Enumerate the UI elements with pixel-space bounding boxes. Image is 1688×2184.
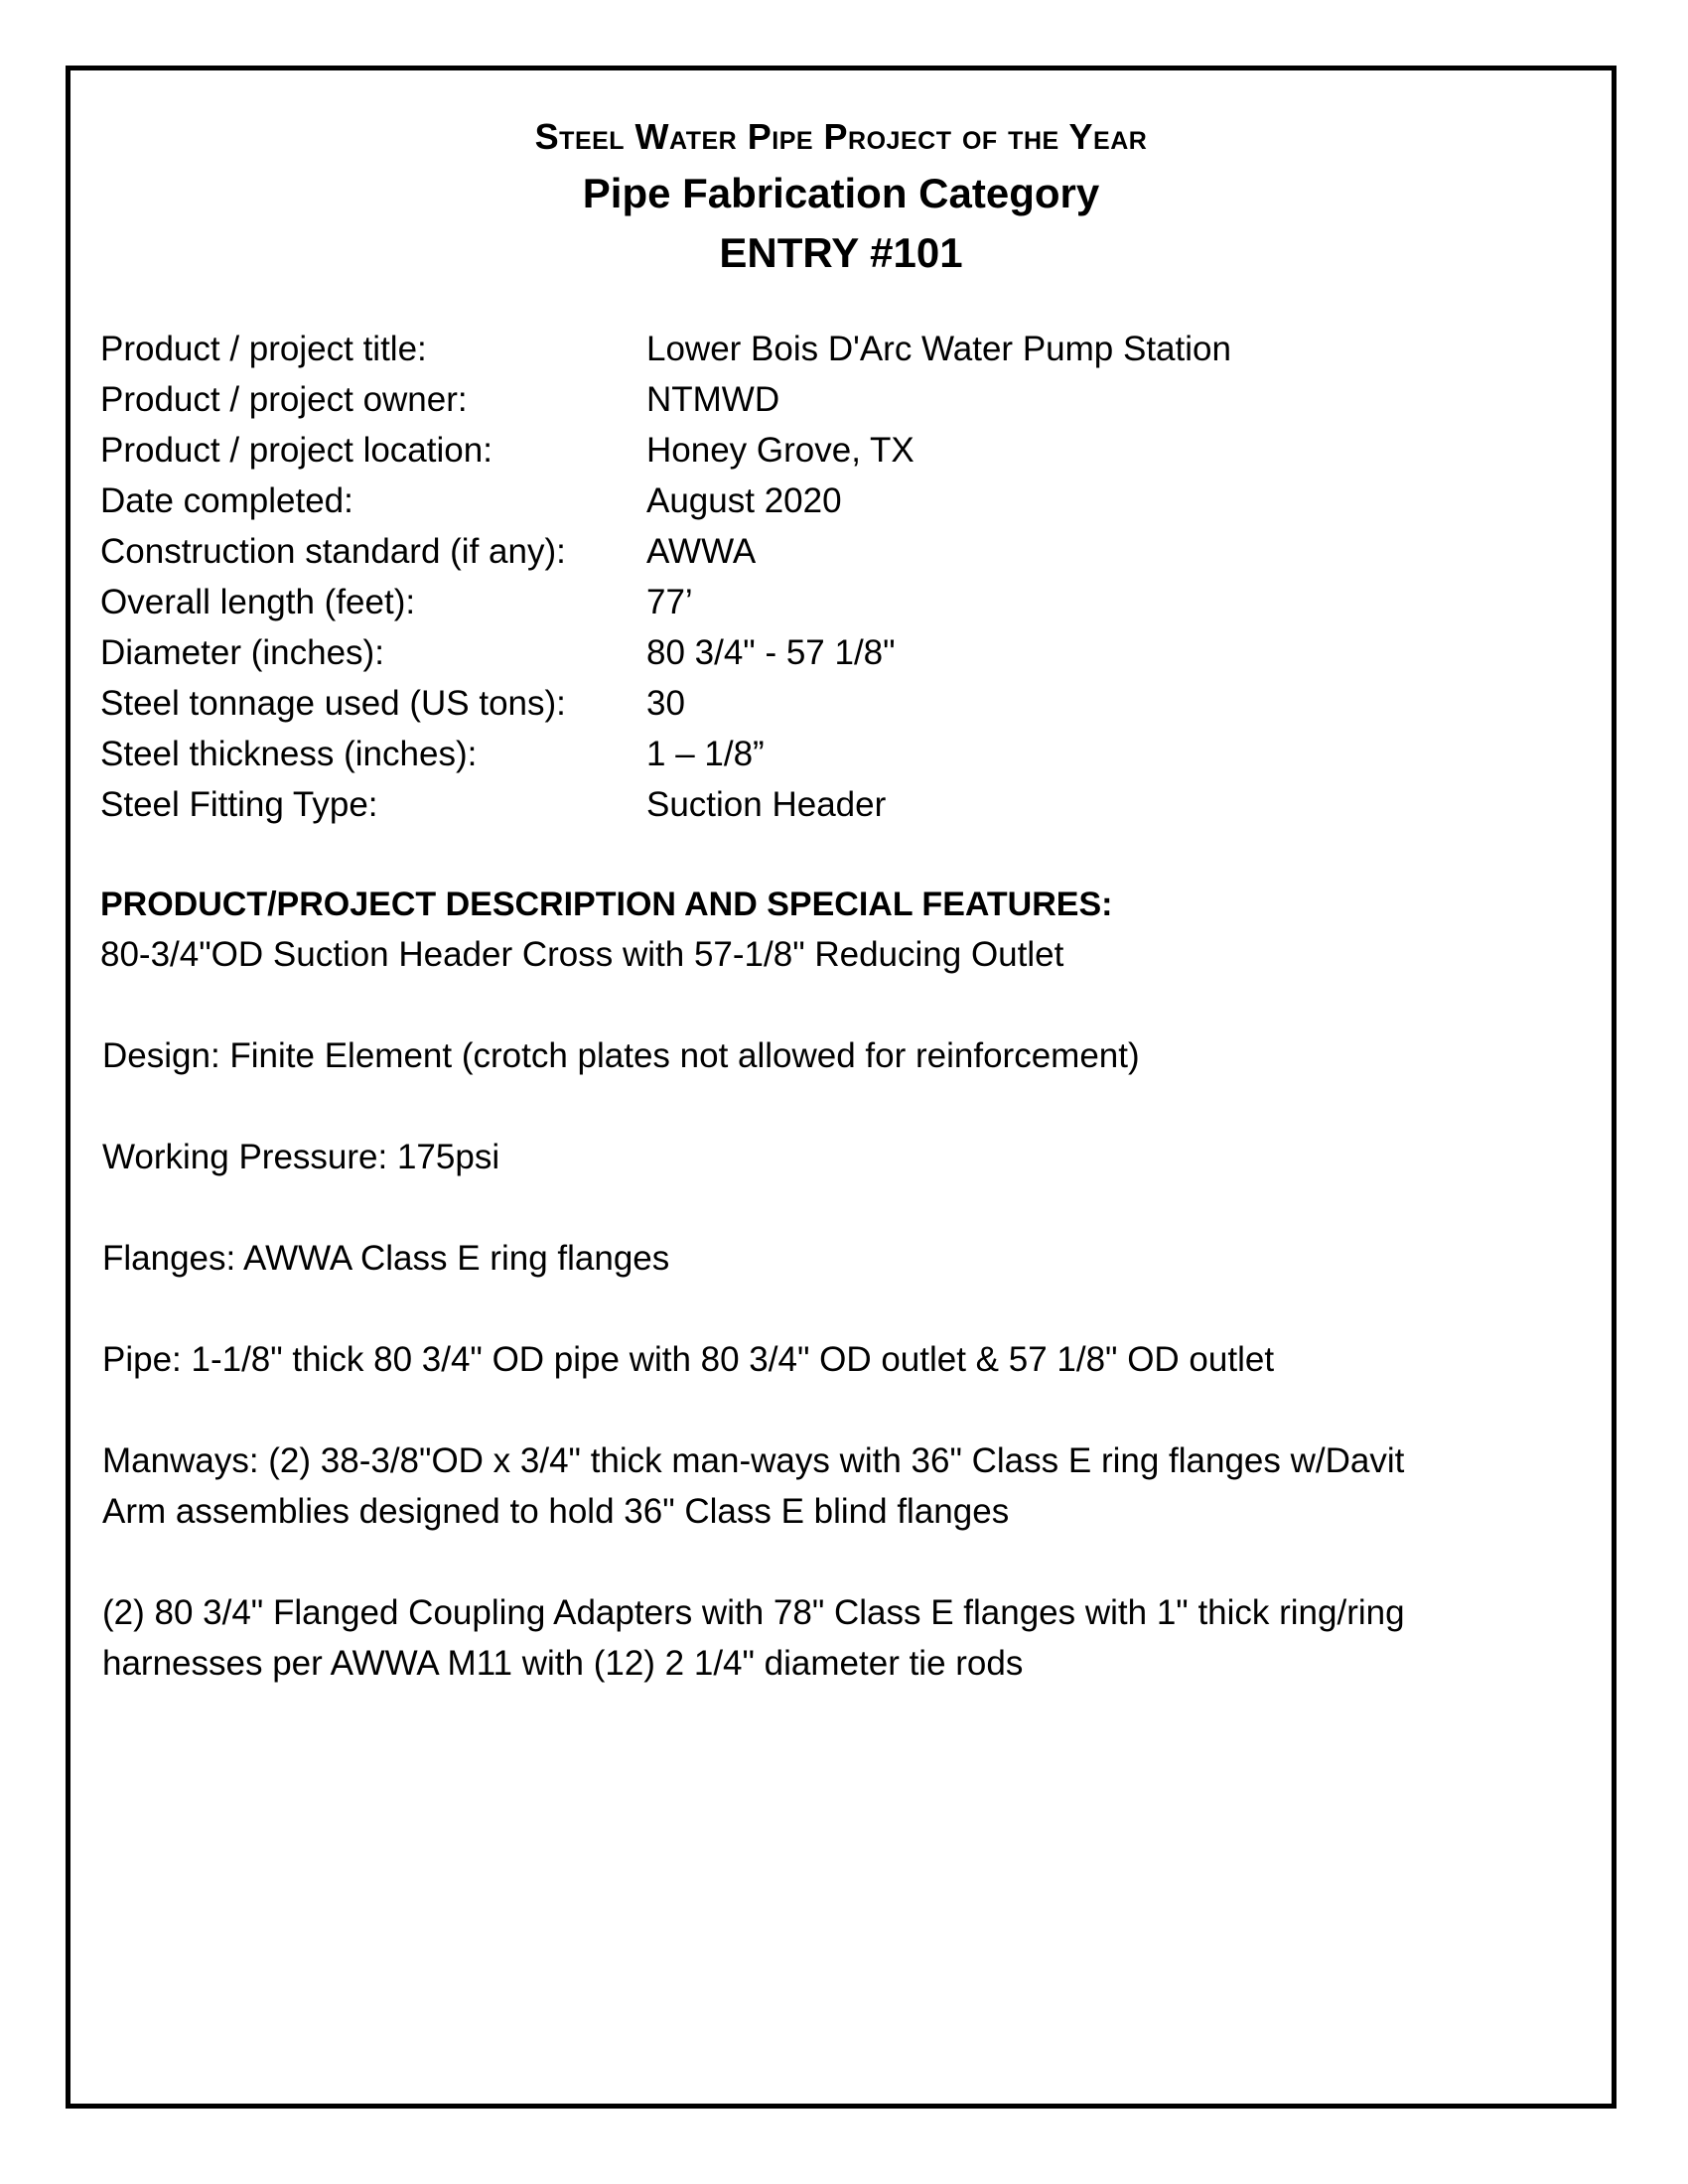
description-heading: PRODUCT/PROJECT DESCRIPTION AND SPECIAL FEATURES: <box>100 886 1113 923</box>
detail-label: Diameter (inches): <box>100 633 384 672</box>
detail-label: Construction standard (if any): <box>100 532 566 571</box>
description-paragraph: Working Pressure: 175psi <box>102 1138 500 1176</box>
detail-label: Product / project title: <box>100 330 427 368</box>
description-paragraph: Manways: (2) 38-3/8"OD x 3/4" thick man-ways with 36" Class E ring flanges w/Davit Arm assemblies designed to hold 36" Class E blind flanges <box>102 1441 1405 1531</box>
description-paragraph: Design: Finite Element (crotch plates not allowed for reinforcement) <box>102 1036 1140 1075</box>
description-paragraph: (2) 80 3/4" Flanged Coupling Adapters with 78" Class E flanges with 1" thick ring/ring harnesses per AWWA M11 with (12) 2 1/4" diameter tie rods <box>102 1593 1405 1683</box>
detail-label: Product / project owner: <box>100 380 468 419</box>
document-header <box>70 110 1612 283</box>
detail-label: Overall length (feet): <box>100 583 416 621</box>
award-title: Steel Water Pipe Project of the Year <box>534 116 1148 157</box>
entry-number: ENTRY #101 <box>719 229 963 276</box>
description-paragraph: Flanges: AWWA Class E ring flanges <box>102 1239 670 1278</box>
detail-value: NTMWD <box>646 380 780 419</box>
detail-row-construction-standard <box>100 526 1570 577</box>
detail-row-steel-tonnage <box>100 678 1570 729</box>
detail-row-diameter <box>100 627 1570 678</box>
detail-value: 1 – 1/8” <box>646 735 765 773</box>
project-details <box>100 324 1570 830</box>
detail-row-overall-length <box>100 577 1570 627</box>
detail-value: Lower Bois D'Arc Water Pump Station <box>646 330 1231 368</box>
detail-label: Steel thickness (inches): <box>100 735 478 773</box>
description-paragraph: 80-3/4"OD Suction Header Cross with 57-1/8" Reducing Outlet <box>100 935 1064 974</box>
detail-value: Suction Header <box>646 785 887 824</box>
document-border <box>66 66 1617 2109</box>
detail-label: Date completed: <box>100 481 353 520</box>
detail-row-date-completed <box>100 476 1570 526</box>
detail-row-steel-thickness <box>100 729 1570 779</box>
detail-row-owner <box>100 374 1570 425</box>
detail-value: 77’ <box>646 583 693 621</box>
detail-value: August 2020 <box>646 481 842 520</box>
detail-value: 30 <box>646 684 685 723</box>
detail-label: Steel tonnage used (US tons): <box>100 684 566 723</box>
detail-row-title <box>100 324 1570 374</box>
detail-value: Honey Grove, TX <box>646 431 914 470</box>
detail-label: Steel Fitting Type: <box>100 785 378 824</box>
description-paragraph: Pipe: 1-1/8" thick 80 3/4" OD pipe with 80 3/4" OD outlet & 57 1/8" OD outlet <box>102 1340 1275 1379</box>
detail-value: 80 3/4" - 57 1/8" <box>646 633 896 672</box>
category-title: Pipe Fabrication Category <box>582 170 1100 216</box>
detail-row-fitting-type <box>100 779 1570 830</box>
detail-value: AWWA <box>646 532 757 571</box>
project-description <box>100 880 1590 1739</box>
detail-label: Product / project location: <box>100 431 492 470</box>
detail-row-location <box>100 425 1570 476</box>
